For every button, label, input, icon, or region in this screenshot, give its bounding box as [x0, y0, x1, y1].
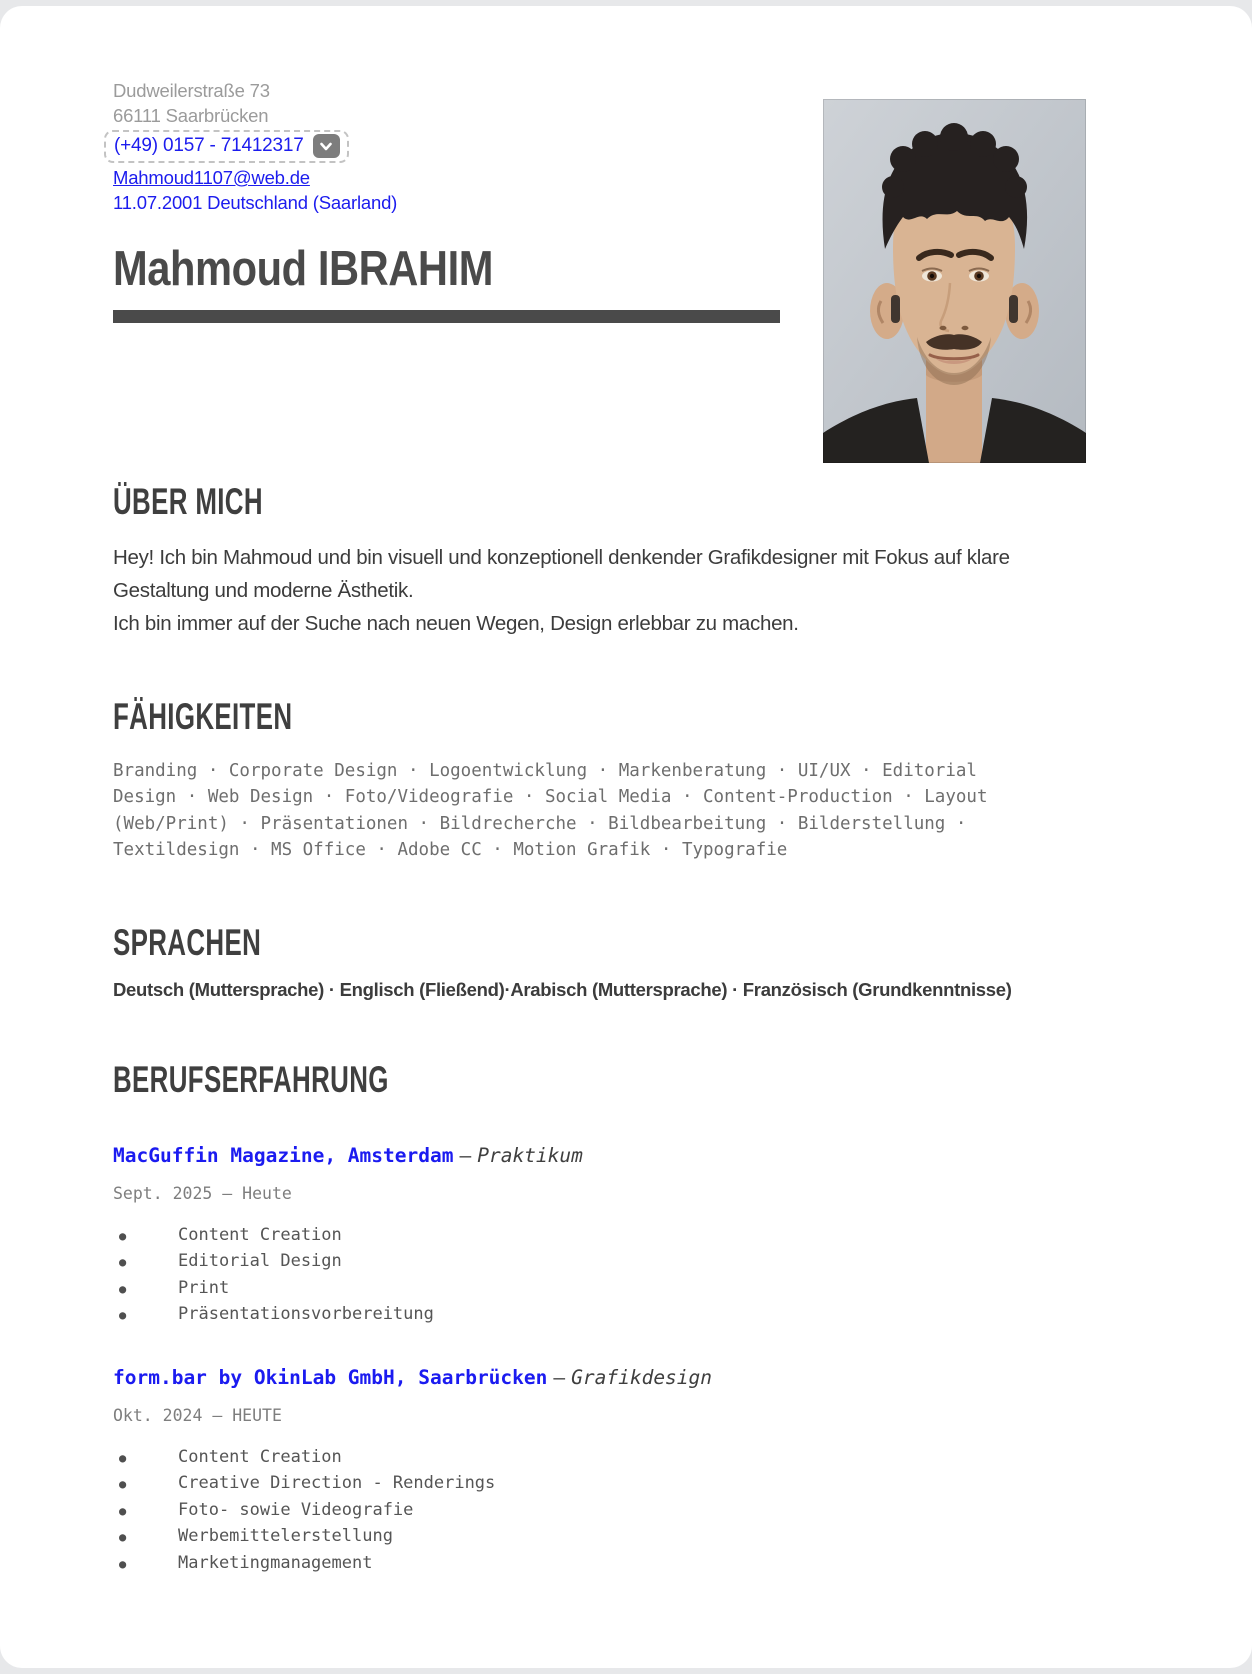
portrait-photo [823, 99, 1086, 463]
job-company: MacGuffin Magazine, Amsterdam [113, 1143, 454, 1167]
job-title-line [113, 1365, 1192, 1391]
section-languages [113, 922, 1192, 1003]
bullet-item [113, 1276, 1192, 1303]
bullet-icon: ● [119, 1255, 127, 1270]
bullet-item [113, 1302, 1192, 1329]
bullet-item [113, 1498, 1192, 1525]
bullet-item [113, 1524, 1192, 1551]
job-company: form.bar by OkinLab GmbH, Saarbrücken [113, 1365, 548, 1389]
phone-field-selection[interactable] [104, 130, 349, 163]
bullet-item [113, 1223, 1192, 1250]
bullet-list [113, 1445, 1192, 1578]
job-entry [113, 1365, 1192, 1578]
bullet-text: Präsentationsvorbereitung [178, 1304, 434, 1325]
about-line: Ich bin immer auf der Suche nach neuen Wegen, Design erlebbar zu machen. [113, 611, 799, 635]
job-role: Grafikdesign [571, 1365, 713, 1389]
languages-section-title: SPRACHEN [113, 921, 262, 963]
name-underline-bar [113, 310, 780, 323]
phone-number: (+49) 0157 - 71412317 [114, 135, 304, 156]
skills-section-title: FÄHIGKEITEN [113, 695, 293, 737]
page-title-name: Mahmoud IBRAHIM [113, 242, 494, 296]
bullet-text: Foto- sowie Videografie [178, 1499, 414, 1520]
job-dash: — [553, 1365, 566, 1389]
bullet-icon: ● [119, 1281, 127, 1296]
bullet-list [113, 1223, 1192, 1329]
job-entry [113, 1143, 1192, 1329]
section-experience [113, 1059, 1192, 1578]
bullet-icon: ● [119, 1503, 127, 1518]
address-line-2: 66111 Saarbrücken [113, 105, 269, 126]
job-role: Praktikum [477, 1143, 583, 1167]
job-title-line [113, 1143, 1192, 1169]
bullet-item [113, 1471, 1192, 1498]
languages-text: Deutsch (Muttersprache) · Englisch (Fließend)·Arabisch (Muttersprache) · Französisch (Grundkenntnisse) [113, 978, 1012, 1000]
phone-dropdown-button[interactable] [313, 134, 340, 158]
bullet-icon: ● [119, 1228, 127, 1243]
bullet-text: Content Creation [178, 1224, 342, 1245]
bullet-icon: ● [119, 1530, 127, 1545]
bullet-text: Editorial Design [178, 1251, 342, 1272]
bullet-text: Print [178, 1277, 230, 1298]
section-skills [113, 696, 1192, 864]
bullet-icon: ● [119, 1556, 127, 1571]
section-about [113, 481, 1192, 640]
bullet-item [113, 1551, 1192, 1578]
bullet-text: Content Creation [178, 1446, 342, 1467]
bullet-text: Creative Direction - Renderings [178, 1473, 496, 1494]
bullet-text: Marketingmanagement [178, 1552, 373, 1573]
address-line-1: Dudweilerstraße 73 [113, 80, 270, 101]
about-line: Gestaltung und moderne Ästhetik. [113, 578, 414, 602]
bullet-item [113, 1445, 1192, 1472]
bullet-icon: ● [119, 1308, 127, 1323]
bullet-text: Werbemittelerstellung [178, 1526, 393, 1547]
job-period: Okt. 2024 – HEUTE [113, 1405, 282, 1425]
job-period: Sept. 2025 – Heute [113, 1183, 292, 1203]
experience-section-title: BERUFSERFAHRUNG [113, 1058, 389, 1100]
about-text [113, 541, 1192, 640]
chevron-down-icon [318, 139, 334, 154]
bullet-icon: ● [119, 1477, 127, 1492]
resume-card [0, 6, 1252, 1668]
bullet-icon: ● [119, 1450, 127, 1465]
bullet-item [113, 1249, 1192, 1276]
about-section-title: ÜBER MICH [113, 480, 263, 522]
about-line: Hey! Ich bin Mahmoud und bin visuell und konzeptionell denkender Grafikdesigner mit Fokus auf klare [113, 545, 1010, 569]
email-link[interactable]: Mahmoud1107@web.de [113, 167, 310, 188]
birthdate-line: 11.07.2001 Deutschland (Saarland) [113, 192, 398, 213]
skills-text: Branding · Corporate Design · Logoentwicklung · Markenberatung · UI/UX · Editorial Design · Web Design · Foto/Videografie · Social Media · Content-Production · Layout (Web/Print) · Präsentationen · Bildrecherche · Bildbearbeitung · Bilderstellung · Textildesign · MS Office · Adobe CC · Motion Grafik · Typografie [113, 760, 988, 861]
job-dash: – [459, 1143, 472, 1167]
